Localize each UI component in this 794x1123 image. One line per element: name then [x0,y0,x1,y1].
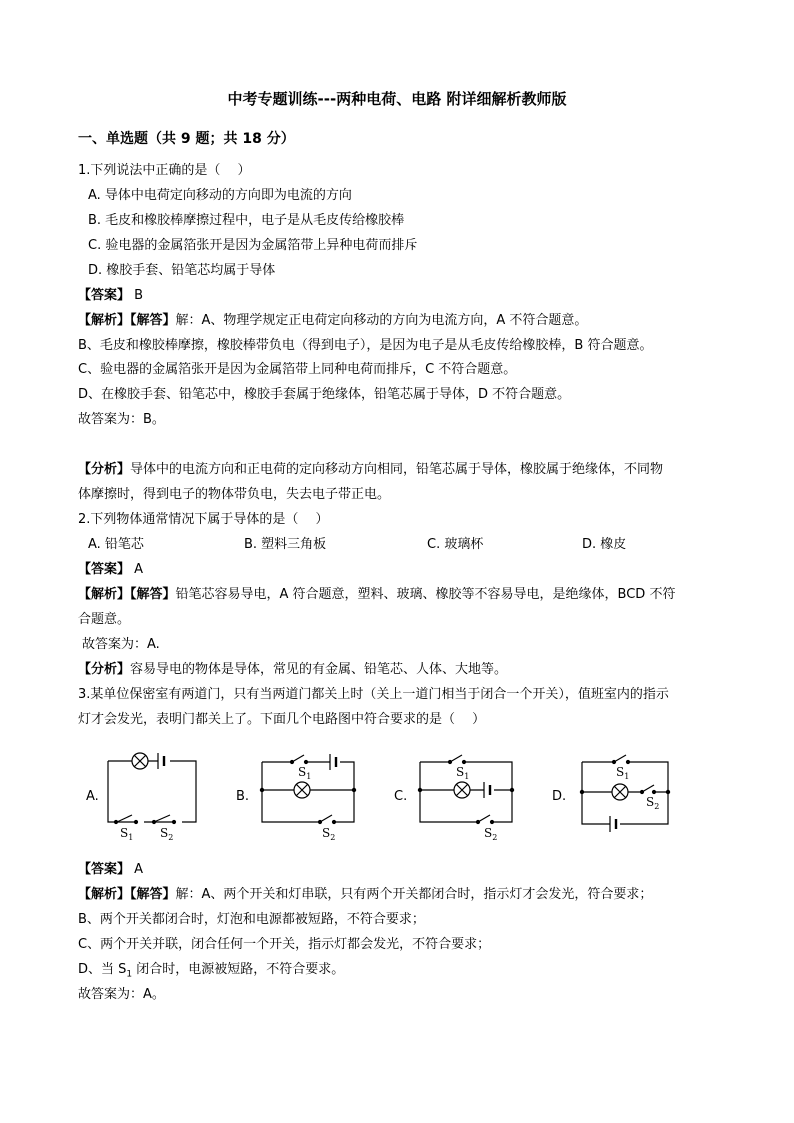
answer-value: B [134,288,144,303]
analysis-tag: 【解析】【解答】 [78,313,176,328]
question-1-stem: 1.下列说法中正确的是（ ） [78,163,251,178]
switch-s1-label: S [298,765,307,779]
answer-tag: 【答案】 [78,862,131,877]
q3-analysis-line-2: B、两个开关都闭合时，灯泡和电源都被短路，不符合要求； [78,912,425,927]
svg-text:S1: $S_1$ [456,765,470,781]
svg-text:S1: $S_1$ [120,826,134,842]
fenxi-text: 容易导电的物体是导体，常见的有金属、铅笔芯、人体、大地等。 [130,662,508,677]
q1-analysis-line-2: B、毛皮和橡胶棒摩擦，橡胶棒带负电（得到电子），是因为电子是从毛皮传给橡胶棒，B 符合题意。 [78,338,653,353]
analysis-tag: 【解析】【解答】 [78,587,176,602]
switch-s2-label: S [646,795,655,809]
analysis-text: 铅笔芯容易导电，A 符合题意，塑料、玻璃、橡胶等不容易导电，是绝缘体，BCD 不符 [175,587,676,602]
q2-analysis-line-1 [78,586,675,604]
q1-analysis-line-4: D、在橡胶手套、铅笔芯中，橡胶手套属于绝缘体，铅笔芯属于导体，D 不符合题意。 [78,387,571,402]
q1-analysis-line-5: 故答案为：B。 [78,412,165,427]
page-title: 中考专题训练---两种电荷、电路 附详细解析教师版 [227,90,567,108]
switch-s1-label: S [120,826,129,840]
svg-text:S2: $S_2$ [322,826,336,842]
q2-answer [78,561,143,579]
q2-option-c: C. 玻璃杯 [427,537,484,552]
q1-fenxi-line-1 [78,461,663,479]
switch-s2-label: S [322,826,331,840]
q3-analysis-line-4: D、当 $S_1$ 闭合时，电源被短路，不符合要求。 [78,962,345,980]
option-label-a: A. [86,789,99,804]
svg-text:S1: $S_1$ [616,765,630,781]
q2-option-d: D. 橡皮 [582,537,627,552]
circuit-diagram-a [84,742,214,842]
switch-s2-label: S [160,826,169,840]
switch-s2-label: S [484,826,493,840]
switch-s1-label: S [456,765,465,779]
option-label-c: C. [394,789,408,804]
q1-option-d: D. 橡胶手套、铅笔芯均属于导体 [88,263,276,278]
answer-value: A [134,562,144,577]
svg-text:S2: $S_2$ [484,826,498,842]
q1-answer [78,287,143,305]
option-label-d: D. [552,789,567,804]
analysis-text: 解：A、两个开关和灯串联，只有两个开关都闭合时，指示灯才会发光，符合要求； [175,887,653,902]
fenxi-tag: 【分析】 [78,462,131,477]
circuit-diagram-b [234,744,364,844]
answer-tag: 【答案】 [78,288,131,303]
question-2-stem: 2.下列物体通常情况下属于导体的是（ ） [78,512,329,527]
analysis-text: 解：A、物理学规定正电荷定向移动的方向为电流方向，A 不符合题意。 [175,313,588,328]
q2-analysis-line-2: 合题意。 [78,612,131,627]
q3-analysis-line-1 [78,886,652,904]
fenxi-tag: 【分析】 [78,662,131,677]
q1-analysis-line-3: C、验电器的金属箔张开是因为金属箔带上同种电荷而排斥，C 不符合题意。 [78,362,517,377]
q3-analysis-line-5: 故答案为：A。 [78,987,165,1002]
q2-analysis-line-3: 故答案为：A. [82,637,160,652]
q2-option-a: A. 铅笔芯 [88,537,144,552]
q3-answer [78,861,143,879]
q1-fenxi-line-2: 体摩擦时，得到电子的物体带负电，失去电子带正电。 [78,487,391,502]
q2-option-b: B. 塑料三角板 [244,537,327,552]
option-label-b: B. [236,789,250,804]
q3-analysis-line-3: C、两个开关并联，闭合任何一个开关，指示灯都会发光，不符合要求； [78,937,491,952]
svg-text:S2: $S_2$ [160,826,174,842]
circuit-diagram-d [550,744,680,844]
q1-analysis-line-1 [78,312,587,330]
q1-option-b: B. 毛皮和橡胶棒摩擦过程中，电子是从毛皮传给橡胶棒 [88,213,405,228]
svg-text:S1: $S_1$ [298,765,312,781]
fenxi-text: 导体中的电流方向和正电荷的定向移动方向相同，铅笔芯属于导体，橡胶属于绝缘体，不同物 [130,462,664,477]
switch-s1-label: S [616,765,625,779]
analysis-tag: 【解析】【解答】 [78,887,176,902]
q1-option-a: A. 导体中电荷定向移动的方向即为电流的方向 [88,188,352,203]
q2-fenxi [78,661,507,679]
section-heading: 一、单选题（共 9 题；共 18 分） [78,131,295,147]
circuit-diagram-c [392,744,522,844]
answer-value: A [134,862,144,877]
question-3-stem-line-1: 3.某单位保密室有两道门，只有当两道门都关上时（关上一道门相当于闭合一个开关），值班室内的指示 [78,687,669,702]
answer-tag: 【答案】 [78,562,131,577]
svg-text:S2: $S_2$ [646,795,660,811]
question-3-stem-line-2: 灯才会发光，表明门都关上了。下面几个电路图中符合要求的是（ ） [78,712,486,727]
q1-option-c: C. 验电器的金属箔张开是因为金属箔带上异种电荷而排斥 [88,238,418,253]
